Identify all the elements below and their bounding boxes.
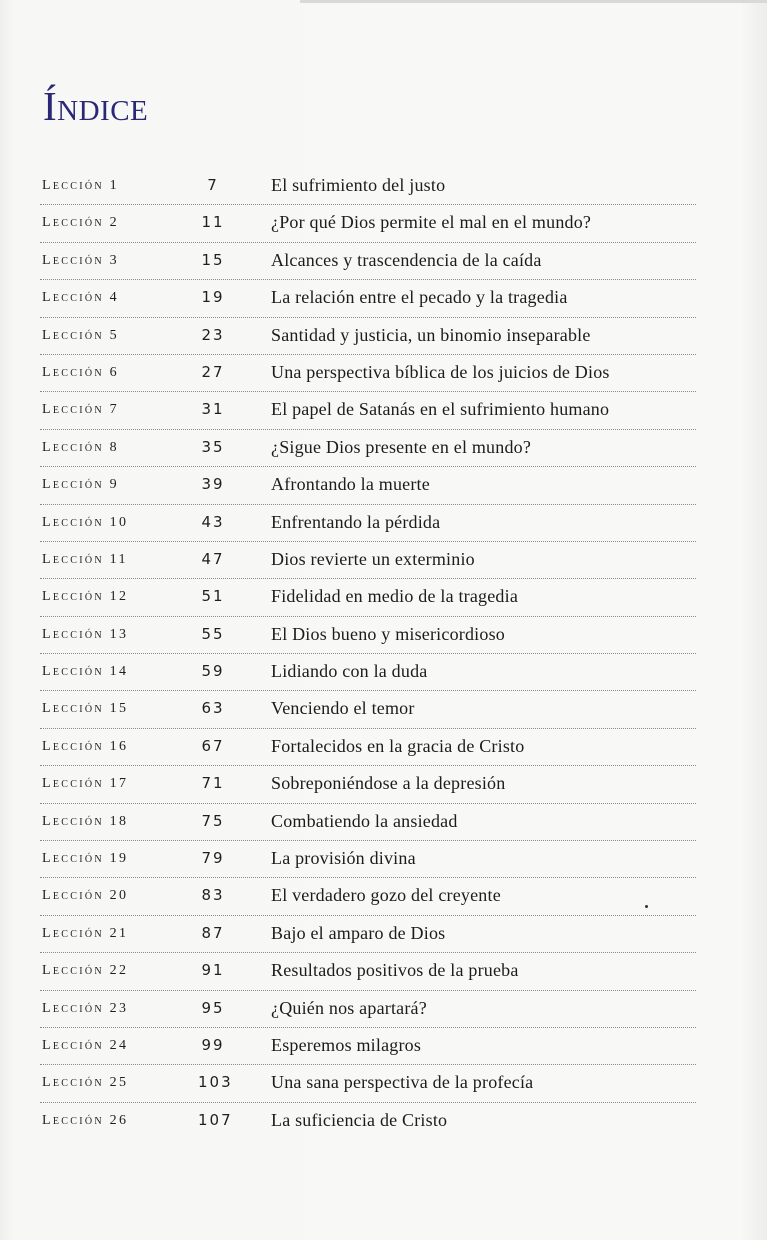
toc-row [40,243,696,280]
page-number: 71 [201,774,225,793]
toc-row [40,878,696,915]
lesson-label: Lección 3 [42,252,119,268]
page-number: 23 [201,325,225,344]
lesson-topic: La suficiencia de Cristo [271,1109,448,1130]
page-number: 7 [207,176,219,194]
toc-row [40,1103,696,1139]
lesson-topic: ¿Quién nos apartará? [271,997,427,1018]
lesson-label: Lección 7 [42,402,119,418]
toc-row [40,766,696,803]
lesson-label: Lección 25 [42,1075,129,1091]
lesson-label: Lección 23 [42,1000,129,1016]
page-number: 11 [201,213,225,232]
page-number: 55 [201,624,225,643]
lesson-label: Lección 14 [42,664,129,680]
lesson-label: Lección 5 [42,327,119,343]
page-number: 63 [201,699,225,718]
page-number: 87 [201,923,225,942]
page-number: 99 [201,1035,225,1054]
page-number: 107 [198,1110,233,1129]
page-number: 47 [201,549,225,568]
lesson-topic: Una sana perspectiva de la profecía [271,1072,534,1093]
page-number: 35 [201,437,225,456]
page-number: 67 [201,736,225,755]
lesson-topic: Una perspectiva bíblica de los juicios de Dios [271,361,610,382]
lesson-topic: Alcances y trascendencia de la caída [271,249,542,270]
lesson-topic: El papel de Satanás en el sufrimiento humano [271,399,610,420]
lesson-topic: Enfrentando la pérdida [271,511,441,532]
lesson-topic: Fidelidad en medio de la tragedia [271,586,519,607]
lesson-topic: El verdadero gozo del creyente [271,885,501,906]
lesson-topic: ¿Sigue Dios presente en el mundo? [271,436,532,457]
toc-row [40,467,696,504]
page-number: 91 [201,961,225,980]
toc-row [40,392,696,429]
lesson-label: Lección 2 [42,215,119,231]
page-number: 79 [201,849,225,868]
page-number: 19 [201,288,225,307]
lesson-topic: Esperemos milagros [271,1034,422,1055]
lesson-label: Lección 22 [42,963,129,979]
lesson-label: Lección 8 [42,439,119,455]
toc-row [40,991,696,1028]
lesson-label: Lección 24 [42,1037,129,1053]
lesson-topic: Combatiendo la ansiedad [271,810,458,831]
lesson-label: Lección 11 [42,551,128,567]
toc-row [40,654,696,691]
toc-row [40,841,696,878]
lesson-label: Lección 20 [42,888,129,904]
lesson-topic: Sobreponiéndose a la depresión [271,773,506,794]
lesson-label: Lección 18 [42,813,129,829]
page-number: 43 [201,512,225,531]
toc-row [40,168,696,205]
lesson-label: Lección 21 [42,925,129,941]
lesson-topic: Fortalecidos en la gracia de Cristo [271,735,525,756]
page-number: 83 [201,886,225,905]
toc-row [40,953,696,990]
lesson-topic: Afrontando la muerte [271,474,430,495]
lesson-label: Lección 9 [42,477,119,493]
toc-row [40,804,696,841]
print-speck [645,905,648,908]
toc-row [40,579,696,616]
lesson-topic: Bajo el amparo de Dios [271,922,446,943]
lesson-label: Lección 17 [42,776,129,792]
lesson-topic: Resultados positivos de la prueba [271,960,519,981]
lesson-topic: Dios revierte un exterminio [271,548,475,569]
toc-row [40,280,696,317]
toc-row [40,1028,696,1065]
page-number: 59 [201,662,225,681]
page-number: 51 [201,587,225,606]
toc-row [40,542,696,579]
toc-row [40,729,696,766]
lesson-topic: ¿Por qué Dios permite el mal en el mundo? [271,212,592,233]
toc-row [40,916,696,953]
page-number: 39 [201,475,225,494]
toc-row [40,1065,696,1102]
toc-row [40,355,696,392]
toc-row [40,505,696,542]
toc-row [40,318,696,355]
page-number: 95 [201,998,225,1017]
lesson-topic: Venciendo el temor [271,698,415,719]
lesson-topic: El sufrimiento del justo [271,175,446,195]
lesson-label: Lección 13 [42,626,129,642]
lesson-topic: El Dios bueno y misericordioso [271,623,505,644]
lesson-label: Lección 26 [42,1112,129,1128]
lesson-label: Lección 19 [42,851,129,867]
toc-row [40,617,696,654]
lesson-label: Lección 15 [42,701,129,717]
page-edge [300,0,767,3]
lesson-label: Lección 10 [42,514,129,530]
toc-row [40,691,696,728]
lesson-label: Lección 12 [42,589,129,605]
lesson-topic: La provisión divina [271,848,416,869]
page-number: 27 [201,362,225,381]
lesson-topic: Santidad y justicia, un binomio inseparable [271,324,591,345]
toc-row [40,205,696,242]
toc-row [40,430,696,467]
lesson-label: Lección 4 [42,290,119,306]
lesson-topic: La relación entre el pecado y la tragedia [271,287,568,308]
lesson-label: Lección 16 [42,738,129,754]
page-number: 31 [201,400,225,419]
page-number: 75 [201,811,225,830]
page-number: 103 [198,1073,233,1092]
page-number: 15 [201,250,225,269]
lesson-topic: Lidiando con la duda [271,661,428,682]
lesson-label: Lección 1 [42,178,119,193]
table-of-contents [40,168,696,1139]
lesson-label: Lección 6 [42,364,119,380]
page-title: Índice [43,83,149,129]
